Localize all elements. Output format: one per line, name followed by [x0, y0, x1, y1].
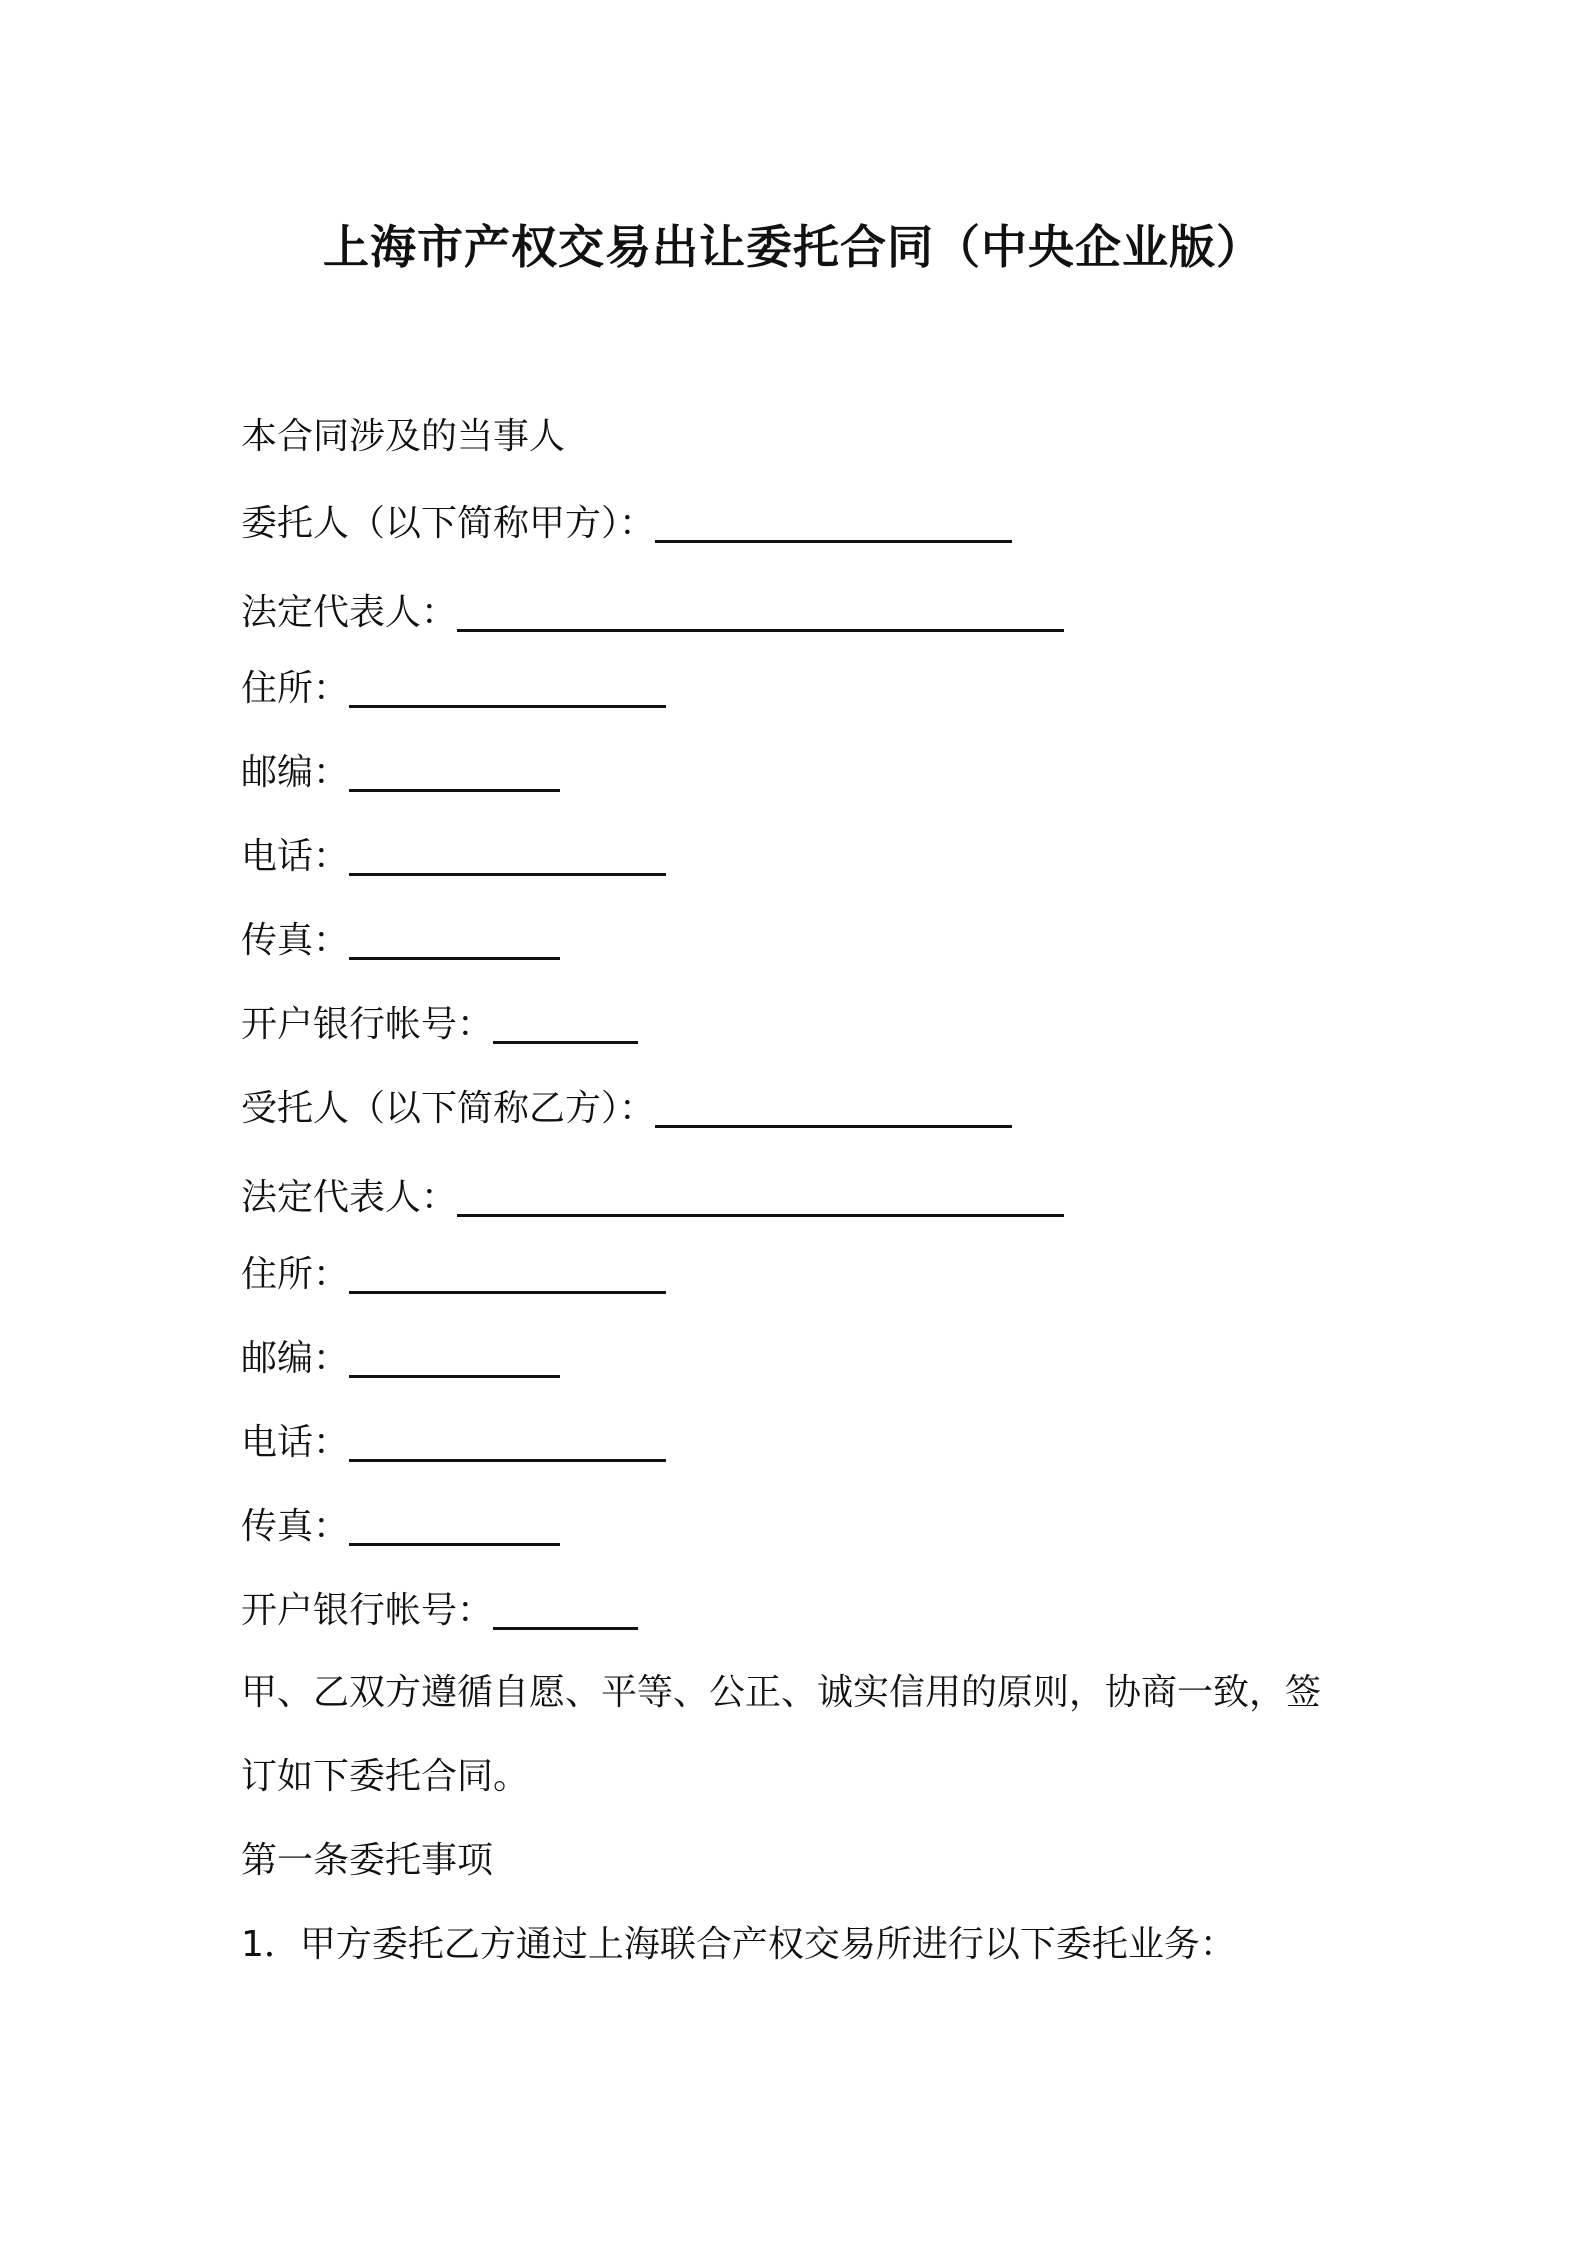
document-title: 上海市产权交易出让委托合同（中央企业版） [323, 220, 1263, 274]
party-a-postcode-row [241, 743, 560, 799]
party-a-postcode-blank[interactable] [349, 751, 560, 792]
party-b-address-row [241, 1245, 666, 1301]
party-a-legal-rep-row [241, 583, 1064, 639]
party-a-legal-rep-blank[interactable] [457, 591, 1064, 632]
article-1-item-1: 1．甲方委托乙方通过上海联合产权交易所进行以下委托业务： [241, 1924, 1236, 1965]
party-b-postcode-blank[interactable] [349, 1337, 560, 1378]
party-a-phone-row [241, 827, 666, 883]
party-b-agent-blank[interactable] [655, 1087, 1012, 1128]
party-b-address-blank[interactable] [349, 1253, 666, 1294]
party-a-principal-row [241, 494, 1012, 550]
party-a-postcode-label: 邮编： [241, 752, 350, 793]
party-a-principal-blank[interactable] [655, 502, 1012, 543]
party-a-bank-blank[interactable] [493, 1003, 638, 1044]
party-a-fax-label: 传真： [241, 920, 350, 961]
party-b-legal-rep-blank[interactable] [457, 1176, 1064, 1217]
party-b-bank-row [241, 1581, 638, 1637]
party-a-principal-label: 委托人（以下简称甲方）： [241, 503, 656, 544]
party-b-phone-label: 电话： [241, 1422, 350, 1463]
article-1-heading: 第一条委托事项 [241, 1840, 494, 1881]
party-b-fax-blank[interactable] [349, 1505, 560, 1546]
party-b-agent-label: 受托人（以下简称乙方）： [241, 1088, 656, 1129]
party-b-fax-row [241, 1497, 560, 1553]
party-b-address-label: 住所： [241, 1254, 350, 1295]
party-b-postcode-row [241, 1329, 560, 1385]
party-b-fax-label: 传真： [241, 1506, 350, 1547]
party-b-postcode-label: 邮编： [241, 1338, 350, 1379]
party-b-bank-blank[interactable] [493, 1589, 638, 1630]
party-a-phone-label: 电话： [241, 836, 350, 877]
party-a-legal-rep-label: 法定代表人： [241, 592, 458, 633]
party-b-legal-rep-label: 法定代表人： [241, 1177, 458, 1218]
party-a-address-row [241, 659, 666, 715]
preamble-line-2: 订如下委托合同。 [241, 1756, 530, 1797]
party-b-legal-rep-row [241, 1168, 1064, 1224]
party-a-bank-label: 开户银行帐号： [241, 1004, 494, 1045]
party-b-agent-row [241, 1079, 1012, 1135]
party-a-address-blank[interactable] [349, 667, 666, 708]
party-a-fax-blank[interactable] [349, 919, 560, 960]
parties-heading: 本合同涉及的当事人 [241, 416, 566, 457]
party-b-phone-row [241, 1413, 666, 1469]
party-b-bank-label: 开户银行帐号： [241, 1590, 494, 1631]
preamble-line-1: 甲、乙双方遵循自愿、平等、公正、诚实信用的原则，协商一致，签 [241, 1672, 1322, 1713]
party-a-fax-row [241, 911, 560, 967]
party-b-phone-blank[interactable] [349, 1421, 666, 1462]
party-a-bank-row [241, 995, 638, 1051]
party-a-address-label: 住所： [241, 668, 350, 709]
party-a-phone-blank[interactable] [349, 835, 666, 876]
